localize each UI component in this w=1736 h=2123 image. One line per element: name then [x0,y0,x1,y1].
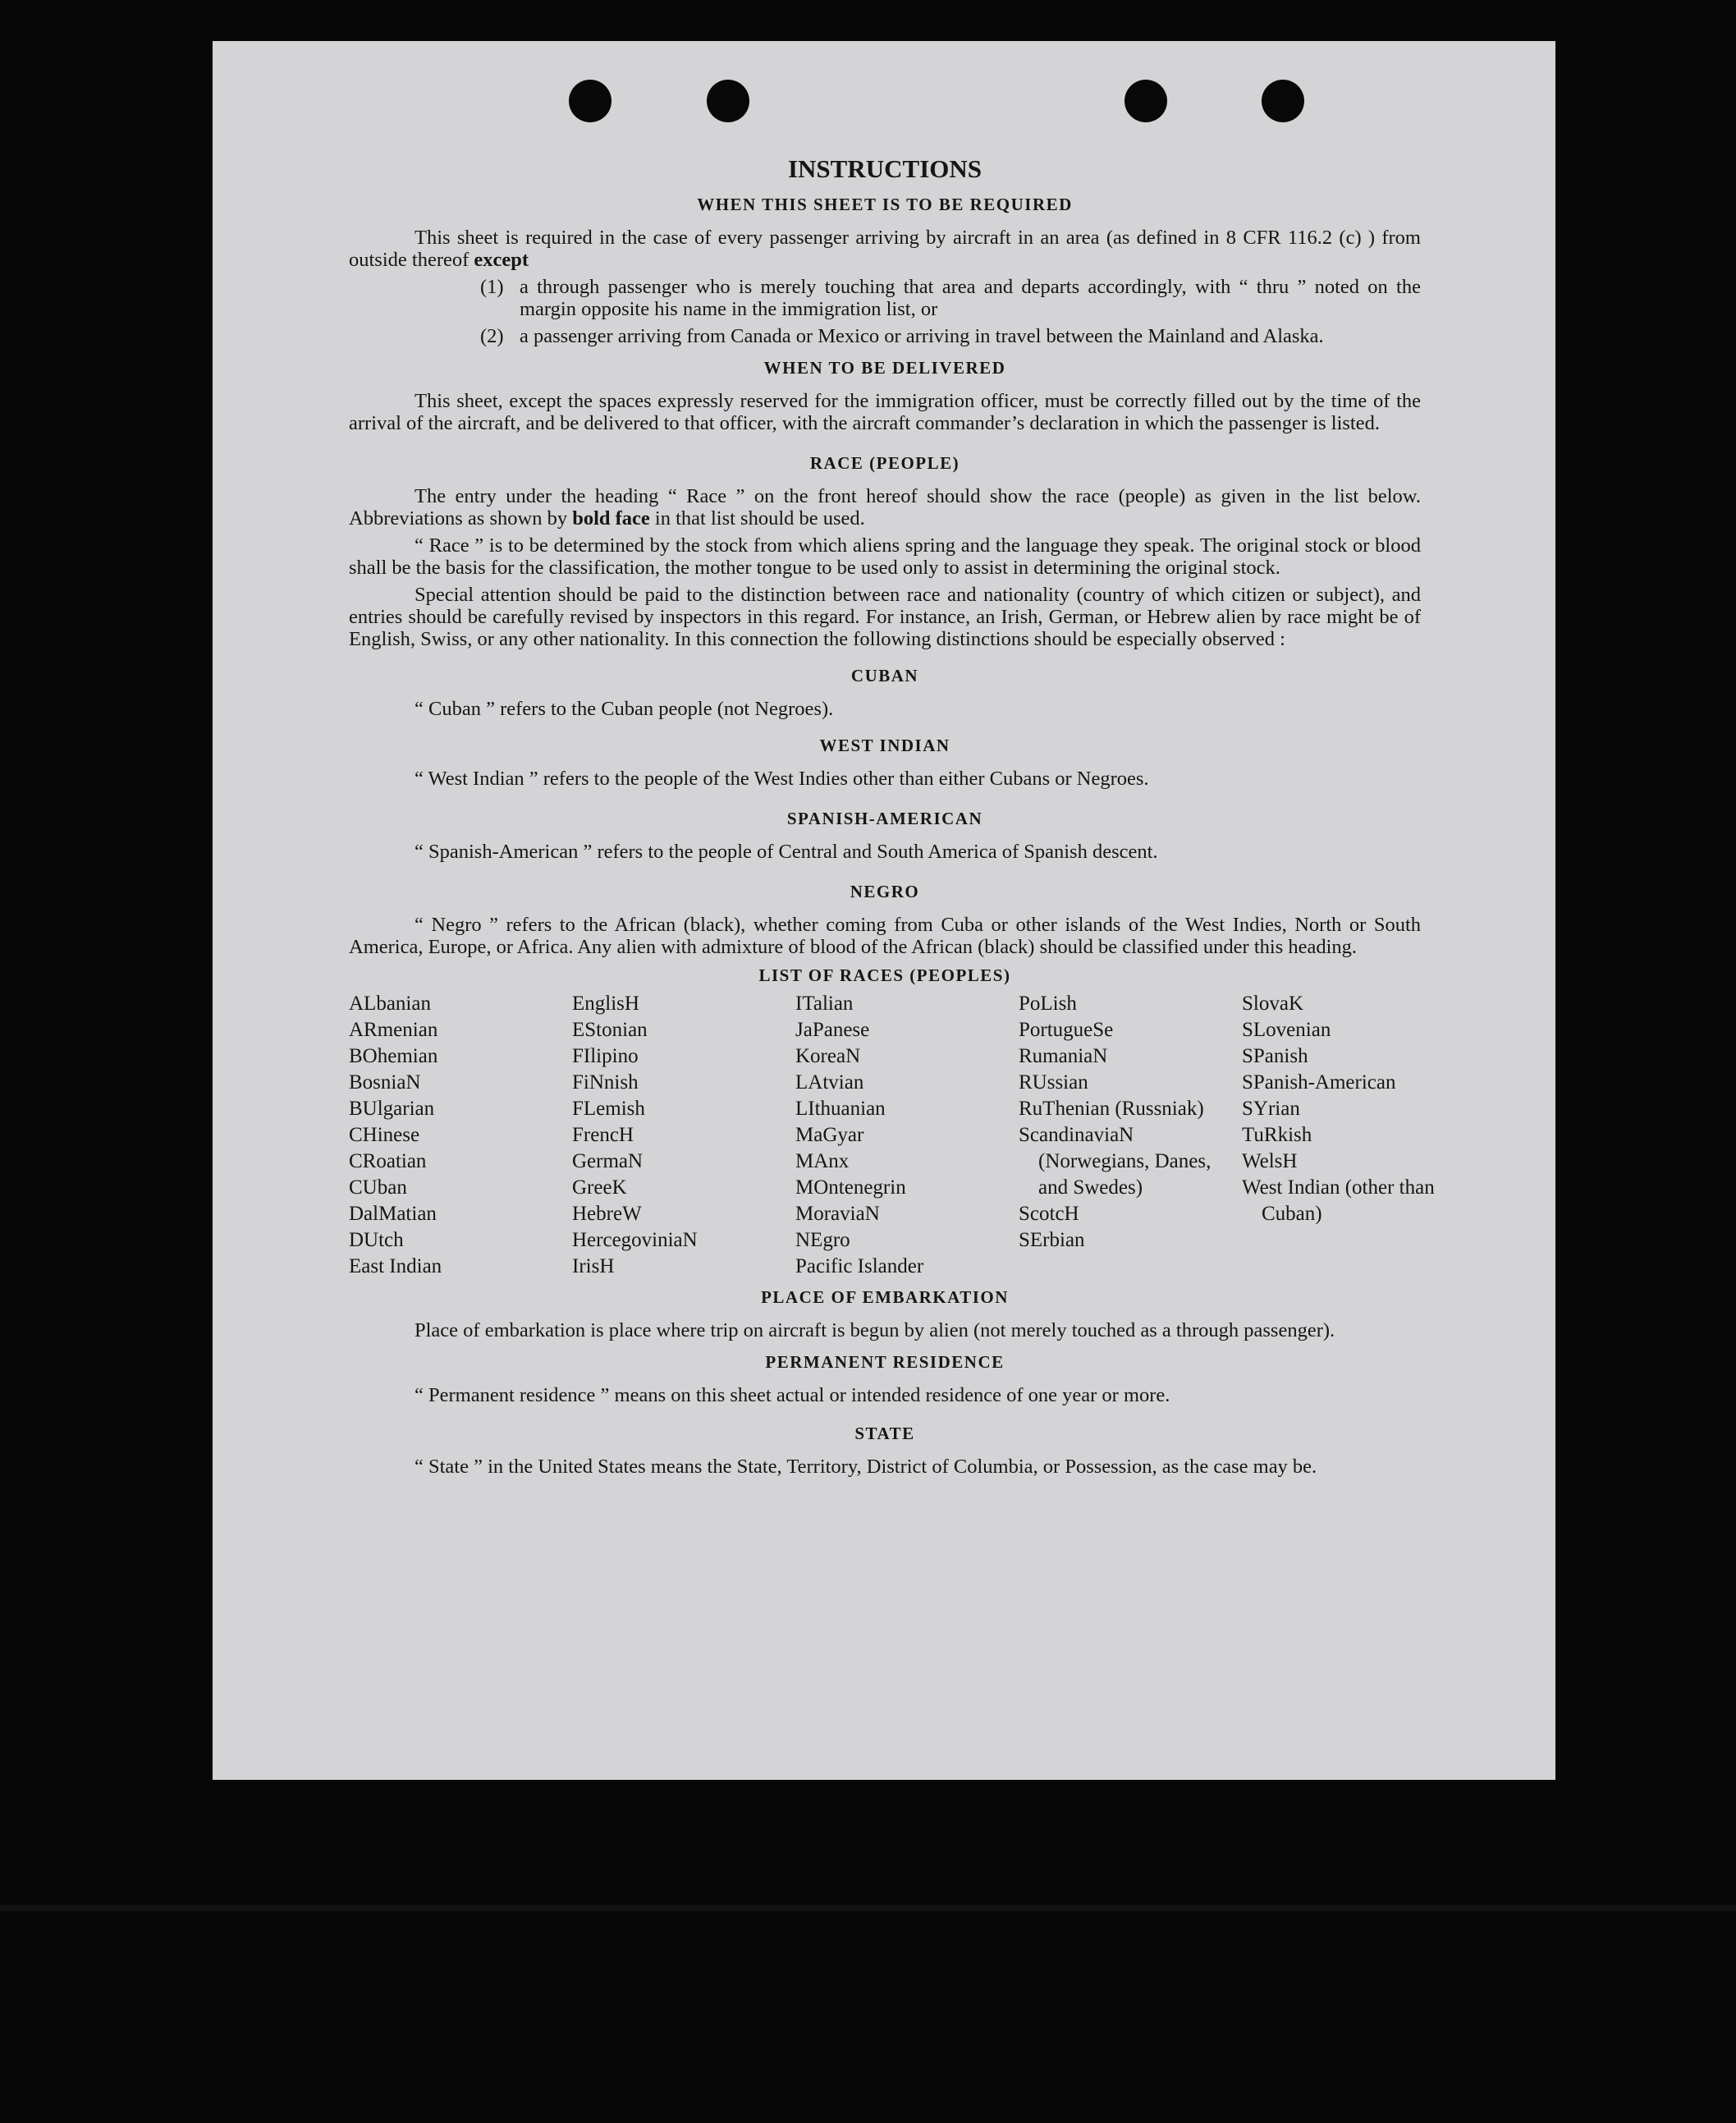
race-item: SlovaK [1242,993,1303,1015]
race-item: DalMatian [349,1203,437,1225]
race-item: KoreaN [795,1045,861,1067]
race-item: PoLish [1019,993,1077,1015]
race-column [572,991,795,1280]
race-item: West Indian (other than Cuban) [1242,1176,1435,1225]
race-item: ScotcH [1019,1203,1079,1225]
race-item: EnglisH [572,993,639,1015]
race-item: MaGyar [795,1124,864,1146]
required-intro: This sheet is required in the case of every passenger arriving by aircraft in an area (as defined in 8 CFR 116.2 (c) ) from outside thereof except [349,227,1421,271]
race-item: FrencH [572,1124,634,1146]
heading-spanish-american: SPANISH-AMERICAN [786,809,983,828]
race-item: GreeK [572,1176,627,1199]
race-item: BUlgarian [349,1098,435,1120]
race-column [349,991,572,1280]
heading-embarkation: PLACE OF EMBARKATION [761,1287,1009,1307]
race-item: WelsH [1242,1150,1298,1172]
instruction-sheet [213,41,1555,1780]
race-item: ITalian [795,993,854,1015]
race-item: EStonian [572,1019,648,1041]
race-item: RuThenian (Russniak) [1019,1098,1204,1120]
race-item: SLovenian [1242,1019,1331,1041]
race-item: SYrian [1242,1098,1300,1120]
race-item: SPanish-American [1242,1071,1396,1094]
race-paragraph-3: Special attention should be paid to the distinction between race and nationality (country of which citizen or subject), and entries should be carefully revised by inspectors in this regard. For instance, an Irish, German, or Hebrew alien by race might be of English, Swiss, or any other nationality. In this connection the following distinctions should be especially observed : [349,584,1421,650]
race-item: NEgro [795,1229,850,1251]
condition-item: (2) a passenger arriving from Canada or Mexico or arriving in travel between the Mainland and Alaska. [480,325,1324,347]
heading-permanent-residence: PERMANENT RESIDENCE [765,1352,1005,1372]
west-indian-text: “ West Indian ” refers to the people of the West Indies other than either Cubans or Negroes. [415,768,1149,790]
race-paragraph-2: “ Race ” is to be determined by the stock from which aliens spring and the language they speak. The original stock or blood shall be the basis for the classification, the mother tongue to be used only to assist in determining the original stock. [349,534,1421,579]
race-item: SPanish [1242,1045,1308,1067]
race-item: HercegoviniaN [572,1229,698,1251]
heading-race: RACE (PEOPLE) [809,453,960,473]
race-item: CHinese [349,1124,420,1146]
race-item: LAtvian [795,1071,864,1094]
race-item: ARmenian [349,1019,438,1041]
heading-list-of-races: LIST OF RACES (PEOPLES) [758,965,1011,985]
race-item: ScandinaviaN (Norwegians, Danes, and Swedes) [1019,1124,1212,1199]
race-item: JaPanese [795,1019,870,1041]
heading-west-indian: WEST INDIAN [819,736,950,755]
condition-item: (1) a through passenger who is merely touching that area and departs accordingly, with “ thru ” noted on the margin opposite his name in the immigration list, or [480,276,1421,320]
punch-hole [707,80,749,122]
race-item: BOhemian [349,1045,438,1067]
race-item: SErbian [1019,1229,1085,1251]
race-item: CUban [349,1176,407,1199]
punch-hole [569,80,611,122]
race-item: TuRkish [1242,1124,1312,1146]
race-column [1019,991,1242,1280]
heading-negro: NEGRO [850,882,920,901]
race-item: CRoatian [349,1150,427,1172]
race-item: BosniaN [349,1071,421,1094]
race-item: FLemish [572,1098,645,1120]
except-word: except [474,249,529,271]
heading-when-required: WHEN THIS SHEET IS TO BE REQUIRED [697,195,1073,214]
residence-text: “ Permanent residence ” means on this sheet actual or intended residence of one year or more. [415,1384,1170,1406]
race-item: FIlipino [572,1045,639,1067]
cuban-text: “ Cuban ” refers to the Cuban people (not Negroes). [415,698,834,720]
race-item: DUtch [349,1229,404,1251]
heading-when-delivered: WHEN TO BE DELIVERED [763,358,1006,378]
race-item: PortugueSe [1019,1019,1114,1041]
race-item: RUssian [1019,1071,1088,1094]
embarkation-text: Place of embarkation is place where trip on aircraft is begun by alien (not merely touched as a through passenger). [415,1319,1335,1341]
spanish-american-text: “ Spanish-American ” refers to the people of Central and South America of Spanish descent. [415,841,1158,863]
race-column [1242,991,1435,1280]
instructions-content [349,154,1435,1483]
race-item: Pacific Islander [795,1255,924,1277]
race-item: RumaniaN [1019,1045,1108,1067]
punch-hole [1262,80,1304,122]
race-item: ALbanian [349,993,431,1015]
race-item: MAnx [795,1150,850,1172]
race-paragraph-1: The entry under the heading “ Race ” on the front hereof should show the race (people) as given in the list below. Abbreviations as shown by bold face in that list should be used. [349,485,1421,530]
race-item: GermaN [572,1150,644,1172]
race-item: LIthuanian [795,1098,886,1120]
race-item: East Indian [349,1255,442,1277]
scanner-band [0,1905,1736,1911]
race-list [349,991,1435,1280]
race-item: HebreW [572,1203,642,1225]
negro-text: “ Negro ” refers to the African (black), whether coming from Cuba or other islands of the West Indies, North or South America, Europe, or Africa. Any alien with admixture of blood of the African (black) should be classified under this heading. [349,914,1421,958]
heading-state: STATE [854,1424,915,1443]
race-column [795,991,1019,1280]
bold-face-text: bold face [572,507,650,530]
race-item: MOntenegrin [795,1176,906,1199]
race-item: FiNnish [572,1071,639,1094]
page-title: INSTRUCTIONS [787,154,982,183]
race-item: IrisH [572,1255,615,1277]
punch-hole [1125,80,1167,122]
delivered-text: This sheet, except the spaces expressly reserved for the immigration officer, must be correctly filled out by the time of the arrival of the aircraft, and be delivered to that officer, with the aircraft commander’s declaration in which the passenger is listed. [349,390,1421,434]
state-text: “ State ” in the United States means the State, Territory, District of Columbia, or Possession, as the case may be. [415,1456,1317,1478]
race-item: MoraviaN [795,1203,880,1225]
heading-cuban: CUBAN [850,666,919,686]
